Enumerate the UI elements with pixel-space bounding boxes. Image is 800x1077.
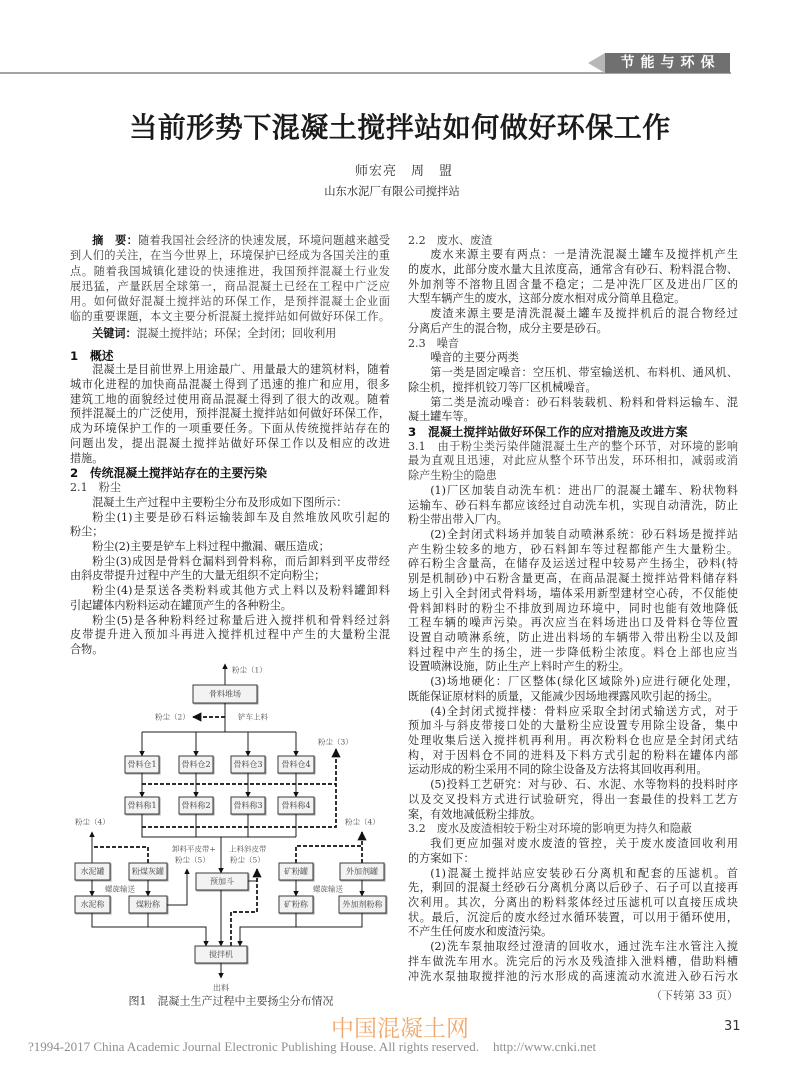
- section-heading: 2 传统混凝土搅拌站存在的主要污染: [70, 466, 267, 481]
- subsection-heading: 除产生粉尘的隐患: [408, 469, 497, 483]
- section-tab: 节能与环保: [605, 53, 730, 73]
- paragraph-line: 粉尘(4)是泵送各类粉料或其他方式上料以及粉料罐卸料: [92, 584, 390, 598]
- abstract-line: 点。随着我国城镇化建设的快速推进，我国预拌混凝土行业发: [70, 264, 390, 278]
- subsection-heading: 2.2 废水、废渣: [408, 233, 493, 247]
- flat-belt-label: 卸料平皮带+: [172, 844, 216, 854]
- paragraph-line: 的废水，此部分废水量大且浓度高，通常含有砂石、粉料混合物、: [408, 263, 738, 277]
- paragraph-line: 废水来源主要有两点：一是清洗混凝土罐车及搅拌机产生: [430, 248, 738, 262]
- dust2-label: 粉尘（2）: [155, 712, 190, 722]
- right-powder-collector-arrow: [240, 913, 362, 946]
- paragraph-line: 粉尘(2)主要是铲车上料过程中撒漏、碾压造成；: [92, 539, 330, 553]
- abstract-line: [70, 233, 390, 248]
- paragraph-line: 工程车辆的噪声污染。再次应当在料场进出口及骨料仓等位置: [408, 616, 738, 630]
- paragraph-line: 成为环境保护工作的一项重要任务。下面从传统搅拌站存在的: [70, 422, 390, 436]
- abstract-line: 到人们的关注，在当今世界上，环境保护已经成为各国关注的重: [70, 249, 390, 263]
- subsection-heading: 3.1 由于粉尘类污染伴随混凝土生产的整个环节，对环境的影响: [408, 439, 738, 453]
- paragraph-line: 引起罐体内粉料运动在罐顶产生的各种粉尘。: [70, 598, 292, 612]
- paragraph-line: 由斜皮带提升过程中产生的大量无组织不定向粉尘；: [70, 569, 326, 583]
- paragraph-line: 第二类是流动噪音：砂石料装载机、粉料和骨料运输车、混: [430, 395, 738, 409]
- abstract-label: 摘 要：: [92, 234, 139, 247]
- output-label: 出料: [213, 983, 229, 993]
- cement-scale-label: 水泥称: [80, 900, 105, 909]
- paragraph-line: 既能保证原材料的质量，又能减少因场地裸露风吹引起的扬尘。: [408, 689, 719, 703]
- paragraph-line: 建筑工地的面貌经过使用商品混凝土得到了很大的改观。随着: [70, 392, 390, 406]
- paragraph-line: (4)全封闭式搅拌楼：骨料应采取全封闭式输送方式，对于: [430, 704, 738, 718]
- slag-scale-label: 矿粉称: [284, 900, 308, 909]
- dust-distribution-diagram: [60, 655, 400, 1010]
- abstract: [70, 233, 390, 342]
- paragraph-line: 处理收集后送入搅拌机再利用。再次粉料仓也应是全封闭式结: [408, 734, 738, 748]
- dust5-left-label: 粉尘（5）: [175, 855, 210, 865]
- section-tab-arrow-icon: [588, 53, 605, 73]
- paragraph-line: 噪音的主要分两类: [430, 351, 519, 365]
- paragraph-line: 第一类是固定噪音：空压机、带室输送机、布料机、通风机、: [430, 366, 738, 380]
- paragraph-line: (3)场地硬化：厂区整体(绿化区域除外)应进行硬化处理，: [430, 675, 738, 689]
- continued-note: （下转第 33 页）: [651, 989, 738, 1002]
- copyright-footer: [28, 1039, 596, 1055]
- paragraph-line: 预加斗与斜皮带接口处的大量粉尘应设置专用除尘设备，集中: [408, 719, 738, 733]
- paragraph-line: 混凝土是目前世界上用途最广、用量最大的建筑材料，随着: [92, 363, 390, 377]
- paragraph-line: 我们更应加强对废水废渣的管控，关于废水废渣回收利用: [430, 837, 738, 851]
- paragraph-line: 以及交叉投料方式进行试验研究，得出一套最佳的投料工艺方: [408, 792, 738, 806]
- right-column: [408, 234, 738, 985]
- left-powder-collector-arrow: [92, 913, 206, 946]
- paragraph-line: 凝土罐车等。: [408, 410, 475, 424]
- incline-belt-label: 上料斜皮带: [229, 844, 267, 854]
- aggregate-bin-label: 骨料仓1: [127, 760, 157, 769]
- dust4-right-path: [296, 846, 362, 863]
- watermark-logo: 中国混凝土网: [331, 1016, 469, 1042]
- aggregate-scale-label: 骨料称3: [233, 801, 263, 810]
- cement-silo-label: 水泥罐: [80, 867, 105, 876]
- abstract-line: 临的重要课题，本文主要分析混凝土搅拌站如何做好环保工作。: [70, 310, 390, 324]
- paragraph-line: 粉尘；: [70, 525, 104, 539]
- paragraph-line: 骨料卸料时的粉尘不排放到周边环境中，同时也能有效地降低: [408, 601, 738, 615]
- paragraph-line: (1)厂区加装自动洗车机：进出厂的混凝土罐车、粉状物料: [430, 483, 738, 497]
- page-number: 31: [724, 1019, 741, 1034]
- subsection-heading: 3.2 废水及废渣相较于粉尘对环境的影响更为持久和隐蔽: [408, 822, 692, 836]
- dust5-right-label: 粉尘（5）: [230, 855, 265, 865]
- aggregate-scale-label: 骨料称4: [281, 801, 311, 810]
- paragraph-line: 大型车辆产生的废水，这部分废水相对成分简单且稳定。: [408, 292, 686, 306]
- flyash-silo-label: 粉煤灰罐: [132, 867, 164, 876]
- article-affiliation: 山东水泥厂有限公司搅拌站: [324, 185, 460, 198]
- section-heading: 3 混凝土搅拌站做好环保工作的应对措施及改进方案: [408, 424, 688, 439]
- paragraph-line: 预拌混凝土的广泛使用，预拌混凝土搅拌站如何做好环保工作，: [70, 407, 390, 421]
- keywords-text: 混凝土搅拌站；环保；全封闭；回收利用: [136, 327, 337, 341]
- admixture-scale-label: 外加剂粉称: [342, 900, 383, 909]
- paragraph-line: 运动形成的粉尘采用不同的除尘设备及方法将其回收再利用。: [408, 763, 708, 777]
- cnki-link[interactable]: http://www.cnki.net: [492, 1039, 597, 1054]
- paragraph-line: 先，剩回的混凝土经砂石分离机分离以后砂子、石子可以直接再: [408, 881, 738, 895]
- paragraph-line: (2)全封闭式料场并加装自动喷淋系统：砂石料场是搅拌站: [430, 527, 738, 541]
- paragraph-line: 场上引入全封闭式骨料场，墙体采用新型建材空心砖，不仅能使: [408, 586, 738, 600]
- paragraph-line: 措施。: [70, 451, 104, 465]
- abstract-line: 展迅猛，产量跃居全球第一，商品混凝土已经在工程中广泛应: [70, 279, 390, 293]
- paragraph-line: 次利用。其次，分离出的粉料浆体经过压滤机可以直接压成块: [408, 895, 738, 909]
- paragraph-line: 不产生任何废水和废渣污染。: [408, 925, 553, 939]
- paragraph-line: 的方案如下：: [408, 851, 475, 865]
- aggregate-scale-label: 骨料称1: [127, 801, 157, 810]
- section-heading: 1 概述: [70, 348, 114, 363]
- paragraph-line: 粉尘(3)成因是骨料仓漏料到骨料称，而后卸料到平皮带经: [92, 554, 390, 568]
- subsection-heading: 最为直观且迅速，对此应从整个环节出发，环环相扣，减弱或消: [408, 454, 738, 468]
- paragraph-line: 粉尘(1)主要是砂石料运输装卸车及自然堆放风吹引起的: [92, 510, 390, 524]
- paragraph-line: 构，对于因料仓不同的进料及下料方式引起的粉料在罐体内部: [408, 748, 738, 762]
- paragraph-line: 料过程中产生的扬尘，进一步降低粉尘浓度。料仓上部也应当: [408, 645, 738, 659]
- mixer-label: 搅拌机: [209, 950, 233, 959]
- paragraph-line: 拌车做洗车用水。洗完后的污水及残渣排入泄料槽，借助料槽: [408, 954, 738, 968]
- paragraph-line: 合物。: [70, 642, 104, 656]
- paragraph-line: 运输车、砂石料车都应该经过自动洗车机，实现自动清洗，防止: [408, 498, 738, 512]
- paragraph-line: 问题出发，提出混凝土搅拌站做好环保工作以及相应的改进: [70, 436, 390, 450]
- copyright-text: ?1994-2017 China Academic Journal Electronic Publishing House. All rights reserved.: [28, 1039, 479, 1054]
- paragraph-line: 冲洗水泵抽取搅拌池的污水形成的高速流动水流进入砂石污水: [408, 969, 738, 983]
- paragraph-line: 状。最后，沉淀后的废水经过水循环装置，可以用于循环使用，: [408, 910, 738, 924]
- dust4-right-label: 粉尘（4）: [345, 817, 380, 827]
- keywords-line: [70, 326, 390, 341]
- paragraph-line: 粉尘带出带入厂内。: [408, 513, 508, 527]
- paragraph-line: (1)混凝土搅拌站应安装砂石分离机和配套的压滤机。首: [430, 866, 738, 880]
- aggregate-yard-label: 骨料堆场: [209, 689, 241, 699]
- subsection-heading: 2.3 噪音: [408, 336, 459, 350]
- dust5-left-arrow: [167, 869, 187, 905]
- aggregate-bin-label: 骨料仓4: [281, 760, 311, 769]
- paragraph-line: 分离后产生的混合物，成分主要是砂石。: [408, 321, 608, 335]
- belt-collector-line: [142, 814, 296, 837]
- paragraph-line: 设置自动喷淋系统，防止进出料场的车辆带入带出粉尘以及卸: [408, 631, 738, 644]
- paragraph-line: (5)投料工艺研究：对与砂、石、水泥、水等物料的投料时序: [430, 778, 738, 792]
- screw-conveyor-right-label: 螺旋输送: [313, 884, 343, 894]
- paragraph-line: 混凝土生产过程中主要粉尘分布及形成如下图所示：: [92, 495, 348, 509]
- dust4-left-label: 粉尘（4）: [75, 817, 110, 827]
- paragraph-line: (2)洗车泵抽取经过澄清的回收水，通过洗车注水管注入搅: [430, 940, 738, 954]
- paragraph-line: 粉尘(5)是各种粉料经过称量后进入搅拌机和骨料经过斜: [92, 613, 390, 627]
- loader-feed-label: 铲车上料: [238, 712, 268, 722]
- figure-caption: 图1 混凝土生产过程中主要扬尘分布情况: [128, 994, 334, 1008]
- paragraph-line: 废渣来源主要是清洗混凝土罐车及搅拌机后的混合物经过: [430, 307, 738, 321]
- paragraph-line: 别是机制砂)中石粉含量更高，在商品混凝土搅拌站骨料储存料: [408, 572, 738, 586]
- aggregate-scale-label: 骨料称2: [181, 801, 211, 810]
- paragraph-line: 外加剂等不溶物且固含量不稳定；二是冲洗厂区及进出厂区的: [408, 277, 738, 291]
- paragraph-line: 除尘机，搅拌机铰刀等厂区机械噪音。: [408, 380, 597, 394]
- article-authors: 师宏亮 周 盟: [354, 164, 453, 179]
- slag-silo-label: 矿粉罐: [284, 867, 308, 876]
- abstract-text: 随着我国社会经济的快速发展，环境问题越来越受: [138, 234, 390, 247]
- keywords-label: 关键词：: [92, 327, 137, 341]
- subsection-heading: 2.1 粉尘: [70, 481, 121, 495]
- pre-hopper-label: 预加斗: [210, 877, 234, 886]
- abstract-line: 用。如何做好混凝土搅拌站的环保工作，是预拌混凝土企业面: [70, 295, 390, 309]
- article-title: 当前形势下混凝土搅拌站如何做好环保工作: [129, 111, 671, 144]
- paragraph-line: 设置喷淋设施，防止生产上料时产生的粉尘。: [408, 660, 630, 674]
- paragraph-line: 案，有效地减低粉尘排放。: [408, 807, 542, 821]
- aggregate-bin-label: 骨料仓2: [181, 760, 211, 769]
- flyash-scale-label: 煤粉称: [136, 900, 160, 909]
- screw-conveyor-left-label: 螺旋输送: [105, 884, 135, 894]
- paragraph-line: 皮带提升进入预加斗再进入搅拌机过程中产生的大量粉尘混: [70, 628, 390, 642]
- dust3-label: 粉尘（3）: [318, 737, 353, 747]
- paragraph-line: 城市化进程的加快商品混凝土得到了迅速的推广和应用，很多: [70, 378, 390, 392]
- paragraph-line: 碎石粉尘含量高，在储存及运送过程中较易产生扬尘，砂料(特: [408, 557, 738, 571]
- left-column: [70, 349, 390, 658]
- dust1-label: 粉尘（1）: [232, 665, 267, 675]
- paragraph-line: 产生粉尘较多的地方，砂石料卸车等过程都能产生大量粉尘。: [408, 542, 738, 556]
- dust4-left-path: [92, 847, 148, 863]
- admixture-tank-label: 外加剂罐: [346, 867, 378, 876]
- aggregate-bin-label: 骨料仓3: [233, 760, 263, 769]
